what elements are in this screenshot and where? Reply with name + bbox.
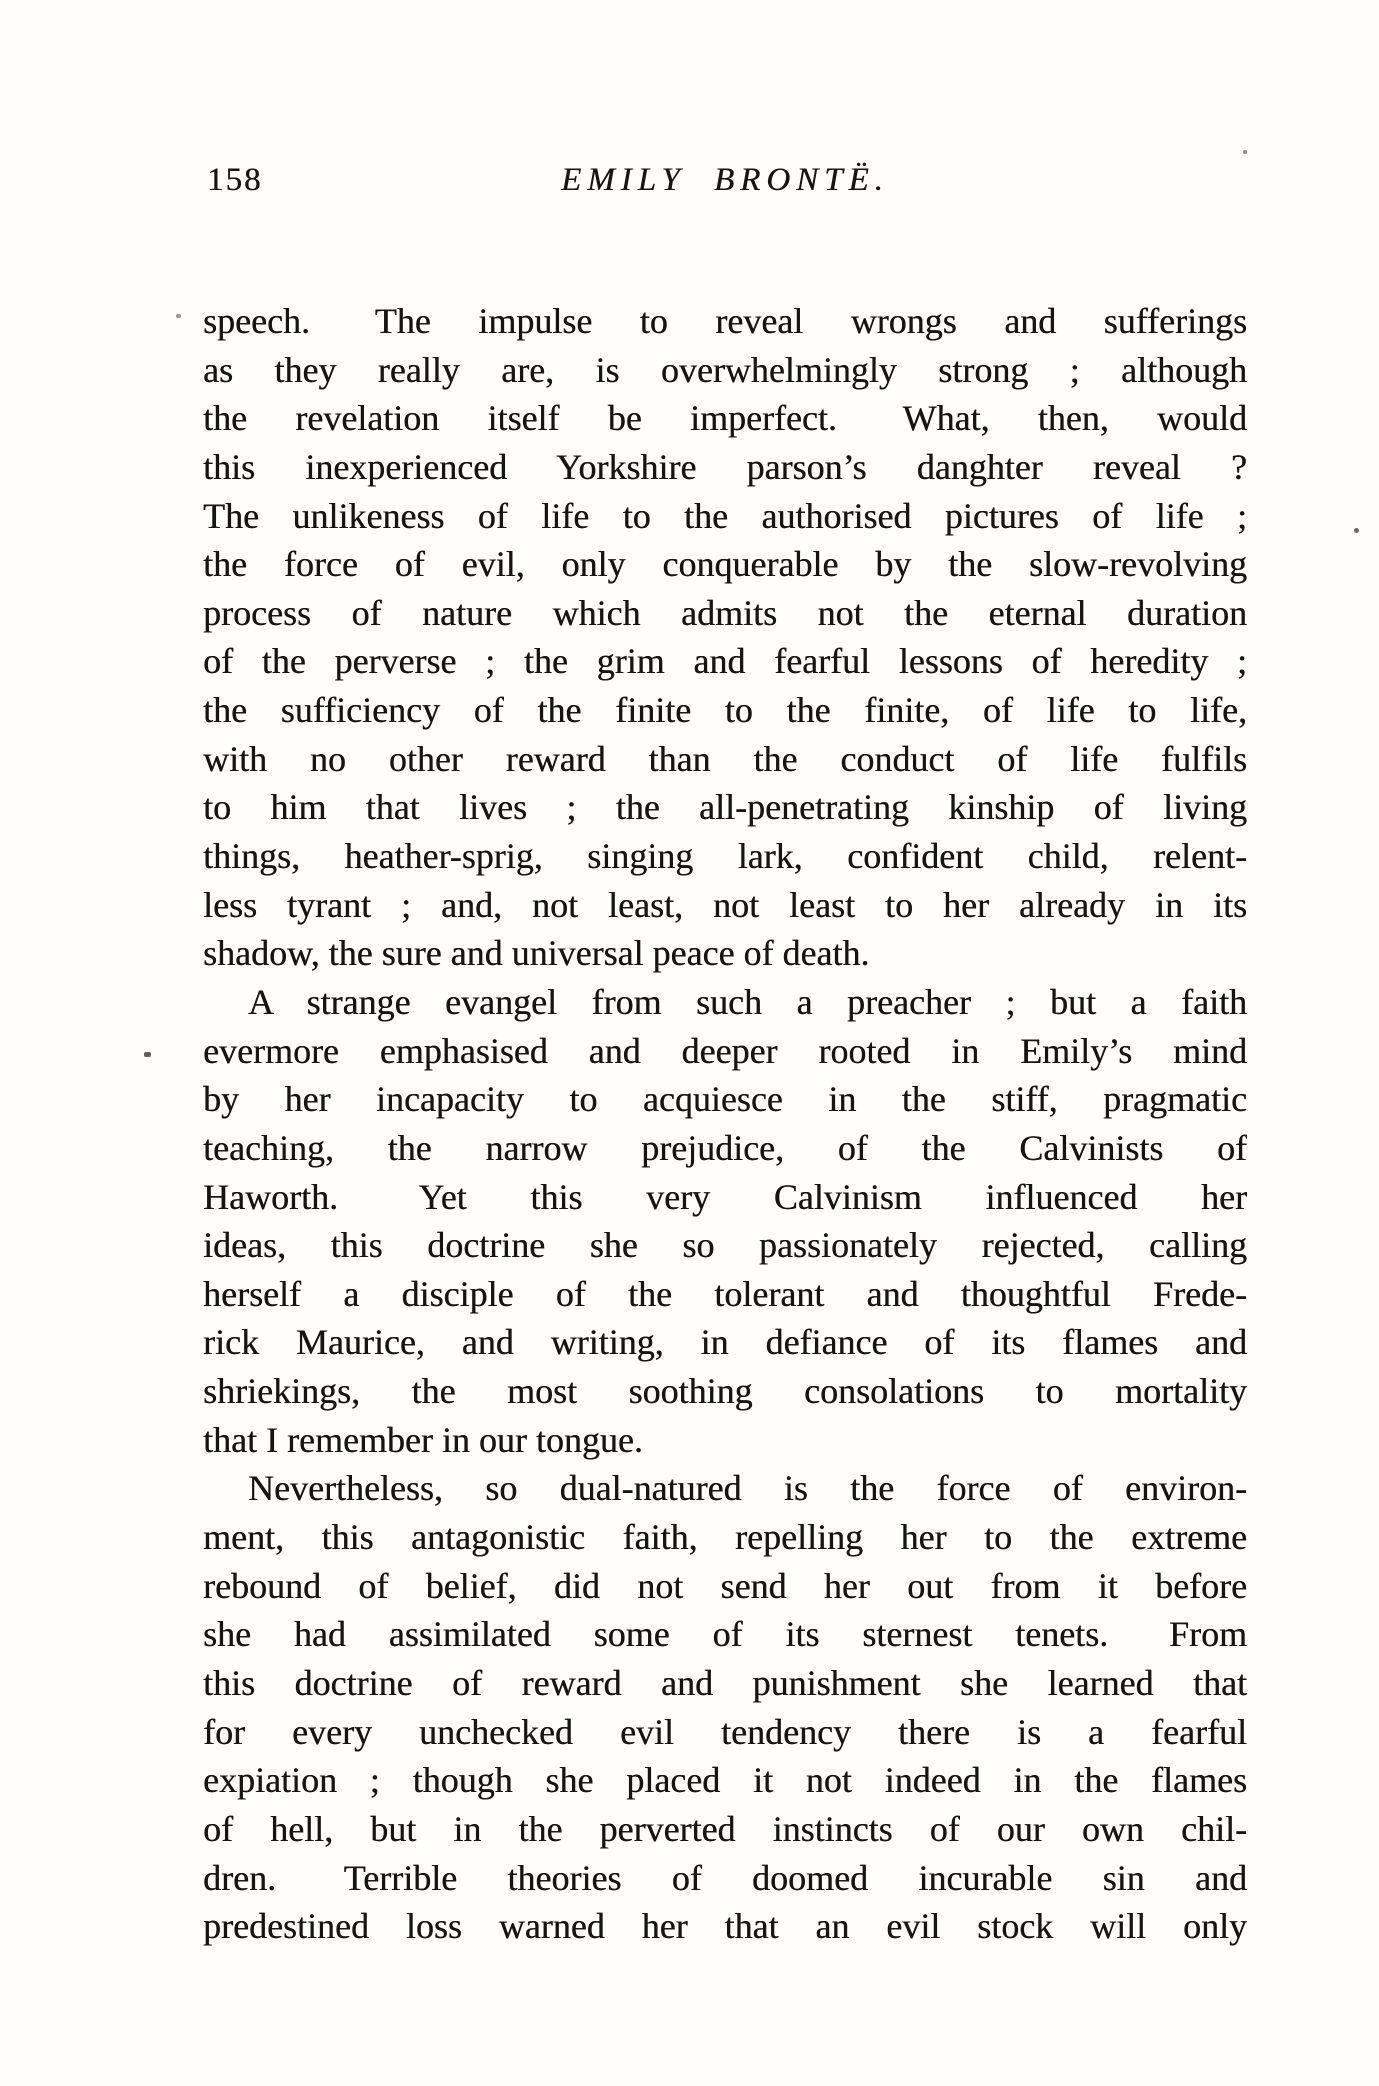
text-line: The unlikeness of life to the authorised pictures of life ; xyxy=(203,495,1247,536)
text-line: shriekings, the most soothing consolations to mortality xyxy=(203,1371,1247,1412)
text-line: A strange evangel from such a preacher ; but a faith xyxy=(248,981,1247,1022)
text-line: ment, this antagonistic faith, repelling her to the extreme xyxy=(203,1517,1247,1558)
text-line: herself a disciple of the tolerant and thoughtful Frede- xyxy=(203,1273,1247,1314)
text-line: expiation ; though she placed it not indeed in the flames xyxy=(203,1760,1247,1801)
text-line: for every unchecked evil tendency there is a fearful xyxy=(203,1711,1247,1752)
scan-speck xyxy=(1354,528,1359,533)
text-line: to him that lives ; the all-penetrating kinship of living xyxy=(203,787,1247,828)
page-body xyxy=(203,297,1247,1951)
text-line: this doctrine of reward and punishment she learned that xyxy=(203,1662,1247,1703)
text-line: evermore emphasised and deeper rooted in Emily’s mind xyxy=(203,1030,1247,1071)
text-line: by her incapacity to acquiesce in the stiff, pragmatic xyxy=(203,1079,1247,1120)
text-line: of hell, but in the perverted instincts of our own chil- xyxy=(203,1808,1247,1849)
scan-speck xyxy=(144,1052,151,1057)
text-line: of the perverse ; the grim and fearful lessons of heredity ; xyxy=(203,641,1247,682)
text-line: things, heather-sprig, singing lark, confident child, relent- xyxy=(203,836,1247,877)
running-title: EMILY BRONTË. xyxy=(561,162,889,198)
text-line: Haworth. Yet this very Calvinism influenced her xyxy=(203,1176,1247,1217)
scan-speck xyxy=(1243,150,1247,154)
text-line: this inexperienced Yorkshire parson’s danghter reveal ? xyxy=(203,446,1247,487)
text-line: less tyrant ; and, not least, not least to her already in its xyxy=(203,884,1247,925)
text-line: teaching, the narrow prejudice, of the Calvinists of xyxy=(203,1127,1247,1168)
text-line: rebound of belief, did not send her out from it before xyxy=(203,1565,1247,1606)
text-line: rick Maurice, and writing, in defiance of its flames and xyxy=(203,1322,1247,1363)
text-line: process of nature which admits not the eternal duration xyxy=(203,592,1247,633)
text-line: as they really are, is overwhelmingly strong ; although xyxy=(203,349,1247,390)
text-line: with no other reward than the conduct of life fulfils xyxy=(203,738,1247,779)
text-line: dren. Terrible theories of doomed incurable sin and xyxy=(203,1857,1247,1898)
text-line: ideas, this doctrine she so passionately rejected, calling xyxy=(203,1225,1247,1266)
page-number: 158 xyxy=(207,162,263,198)
text-line: she had assimilated some of its sternest tenets. From xyxy=(203,1614,1247,1655)
text-line: predestined loss warned her that an evil stock will only xyxy=(203,1906,1247,1947)
scan-speck xyxy=(176,314,181,318)
text-line: that I remember in our tongue. xyxy=(203,1419,643,1460)
text-line: the sufficiency of the finite to the finite, of life to life, xyxy=(203,690,1247,731)
text-line: speech. The impulse to reveal wrongs and sufferings xyxy=(203,301,1247,341)
text-line: Nevertheless, so dual-natured is the force of environ- xyxy=(248,1468,1247,1509)
text-line: the revelation itself be imperfect. What, then, would xyxy=(203,398,1247,439)
text-line: the force of evil, only conquerable by the slow-revolving xyxy=(203,544,1247,585)
page-header xyxy=(203,160,1247,204)
text-line: shadow, the sure and universal peace of death. xyxy=(203,933,870,974)
